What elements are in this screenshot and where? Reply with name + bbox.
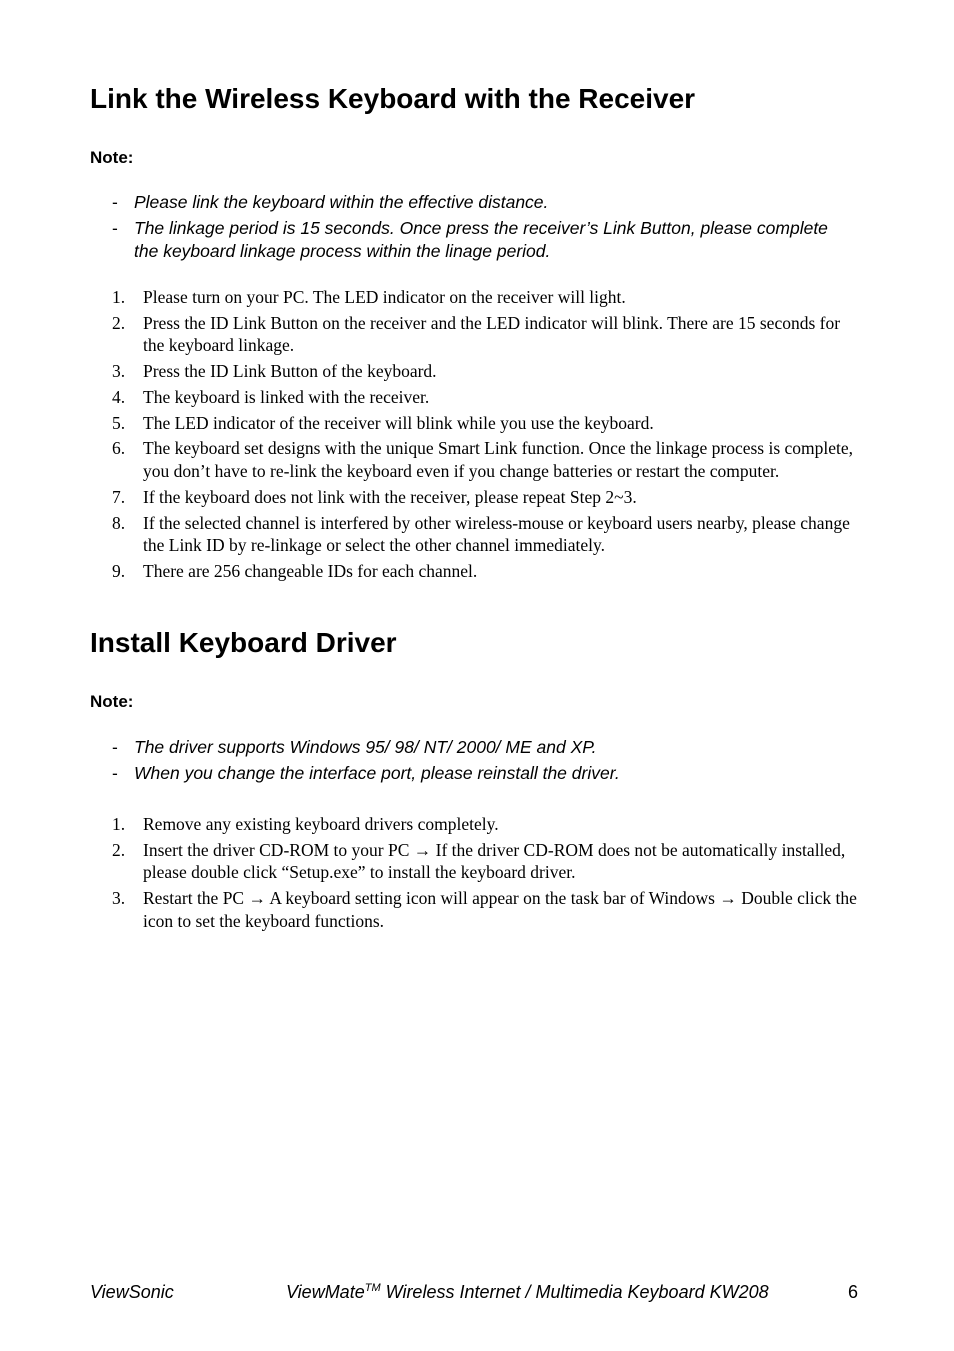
note-item: - Please link the keyboard within the effective distance. [112, 192, 549, 212]
step-item: 2. Insert the driver CD-ROM to your PC → If the driver CD-ROM does not be automatically installed, please double click “Setup.exe” to install the keyboard driver. [112, 839, 846, 883]
note-label: Note: [90, 692, 134, 711]
step-item: 2. Press the ID Link Button on the receiver and the LED indicator will blink. There are 15 seconds for the keyboard linkage. [112, 312, 841, 356]
note-list [90, 736, 850, 788]
step-item: 4. The keyboard is linked with the receiver. [112, 386, 430, 407]
footer-product-title [286, 1280, 769, 1304]
step-item: 3. Press the ID Link Button of the keyboard. [112, 361, 437, 382]
step-item: 1. Remove any existing keyboard drivers completely. [112, 814, 499, 834]
trademark-mark: TM [364, 1282, 381, 1294]
step-item: 9. There are 256 changeable IDs for each channel. [112, 560, 478, 581]
steps-list [90, 813, 863, 935]
note-item: - When you change the interface port, please reinstall the driver. [112, 763, 620, 783]
step-item: 6. The keyboard set designs with the unique Smart Link function. Once the linkage process is complete, you don’t have to re-link the keyboard even if you change batteries or restart the computer. [112, 438, 854, 481]
section-link-keyboard [90, 82, 862, 581]
note-list [90, 191, 850, 266]
page-footer [90, 1280, 862, 1304]
note-label: Note: [90, 148, 134, 167]
product-description: Wireless Internet / Multimedia Keyboard KW208 [380, 1282, 769, 1302]
note-item: - The linkage period is 15 seconds. Once press the receiver’s Link Button, please complete the keyboard linkage process within the linage period. [112, 218, 828, 261]
step-item: 7. If the keyboard does not link with the receiver, please repeat Step 2~3. [112, 486, 637, 507]
steps-list [90, 286, 863, 586]
step-item: 3. Restart the PC → A keyboard setting icon will appear on the task bar of Windows → Double click the icon to set the keyboard functions. [112, 888, 857, 931]
step-item: 1. Please turn on your PC. The LED indicator on the receiver will light. [112, 287, 626, 307]
step-item: 8. If the selected channel is interfered by other wireless-mouse or keyboard users nearby, please change the Link ID by re-linkage or select the other channel immediately. [112, 512, 850, 556]
step-item: 5. The LED indicator of the receiver will blink while you use the keyboard. [112, 412, 654, 433]
section-heading: Link the Wireless Keyboard with the Receiver [90, 83, 696, 114]
product-name: ViewMate [286, 1282, 365, 1302]
section-install-driver [90, 626, 862, 931]
note-item: - The driver supports Windows 95/ 98/ NT/ 2000/ ME and XP. [112, 737, 597, 757]
page-number: 6 [847, 1282, 858, 1302]
document-page [90, 0, 862, 1351]
section-heading: Install Keyboard Driver [90, 627, 397, 658]
footer-brand: ViewSonic [90, 1282, 174, 1302]
